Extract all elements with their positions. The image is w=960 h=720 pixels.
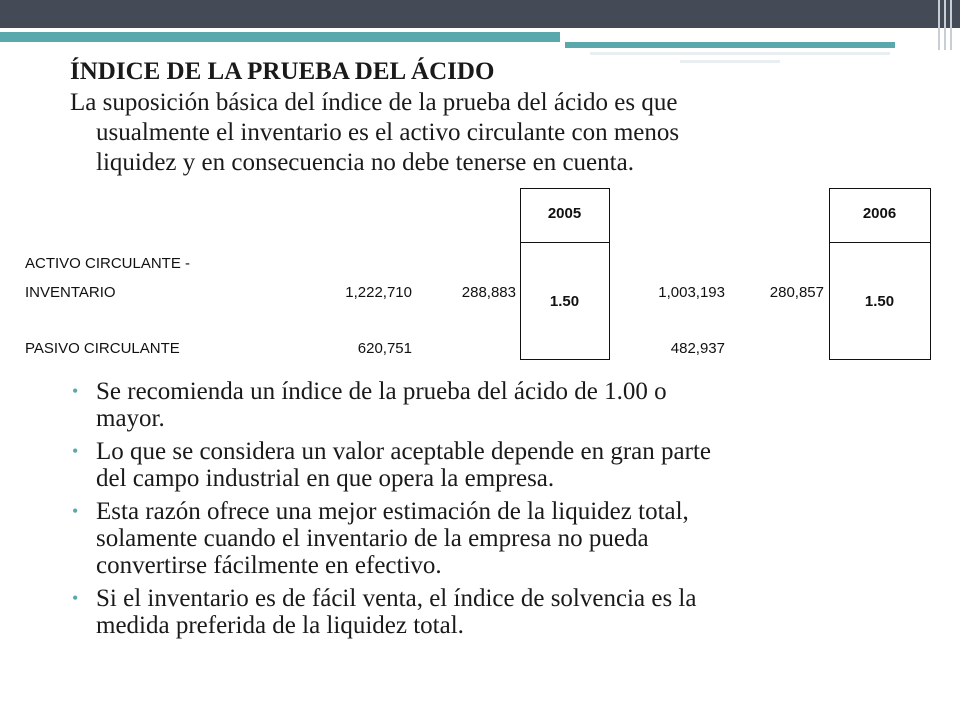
bullet-line: mayor. xyxy=(96,405,165,432)
bullet-line: solamente cuando el inventario de la empresa no pueda xyxy=(96,525,649,552)
year-2005: 2005 xyxy=(547,205,582,222)
intro-paragraph xyxy=(70,88,870,178)
bullet-dot-icon: • xyxy=(72,501,79,521)
bullet-line: Si el inventario es de fácil venta, el índice de solvencia es la xyxy=(96,585,697,612)
bullet-line: del campo industrial en que opera la empresa. xyxy=(96,465,555,492)
bullet-item xyxy=(60,438,940,492)
value-2006-inventory: 280,857 xyxy=(769,284,824,301)
bullet-dot-icon: • xyxy=(72,588,79,608)
row-label-inventory: INVENTARIO xyxy=(25,284,116,301)
value-2005-inventory: 288,883 xyxy=(461,284,516,301)
intro-line: usualmente el inventario es el activo circulante con menos xyxy=(96,119,680,146)
slide-title: ÍNDICE DE LA PRUEBA DEL ÁCIDO xyxy=(70,58,495,85)
value-2006-active: 1,003,193 xyxy=(658,284,725,301)
value-2005-passive: 620,751 xyxy=(357,340,412,357)
bullet-item xyxy=(60,585,940,639)
intro-line: La suposición básica del índice de la prueba del ácido es que xyxy=(70,89,678,116)
header-strip xyxy=(950,0,952,50)
row-label-passive: PASIVO CIRCULANTE xyxy=(25,340,180,357)
bullet-dot-icon: • xyxy=(72,381,79,401)
row-label-active: ACTIVO CIRCULANTE - xyxy=(25,255,191,272)
bullet-item xyxy=(60,498,940,579)
bullet-dot-icon: • xyxy=(72,441,79,461)
bullet-line: Esta razón ofrece una mejor estimación de la liquidez total, xyxy=(96,498,689,525)
accent-line-light xyxy=(590,52,890,55)
year-2006: 2006 xyxy=(862,205,897,222)
bullet-line: Lo que se considera un valor aceptable depende en gran parte xyxy=(96,438,711,465)
header-bar xyxy=(0,0,960,28)
bullet-line: Se recomienda un índice de la prueba del ácido de 1.00 o xyxy=(96,378,667,405)
ratio-2006: 1.50 xyxy=(864,293,895,310)
bullet-list xyxy=(60,378,940,645)
header-strip xyxy=(944,0,946,50)
value-2006-passive: 482,937 xyxy=(670,340,725,357)
bullet-line: convertirse fácilmente en efectivo. xyxy=(96,552,442,579)
bullet-item xyxy=(60,378,940,432)
accent-line xyxy=(0,32,560,42)
bullet-line: medida preferida de la liquidez total. xyxy=(96,612,464,639)
header-strip xyxy=(938,0,940,50)
accent-line-secondary xyxy=(565,42,895,48)
intro-line: liquidez y en consecuencia no debe tenerse en cuenta. xyxy=(96,149,634,176)
value-2005-active: 1,222,710 xyxy=(345,284,412,301)
accent-line-light-short xyxy=(680,60,780,63)
ratio-2005: 1.50 xyxy=(549,293,580,310)
